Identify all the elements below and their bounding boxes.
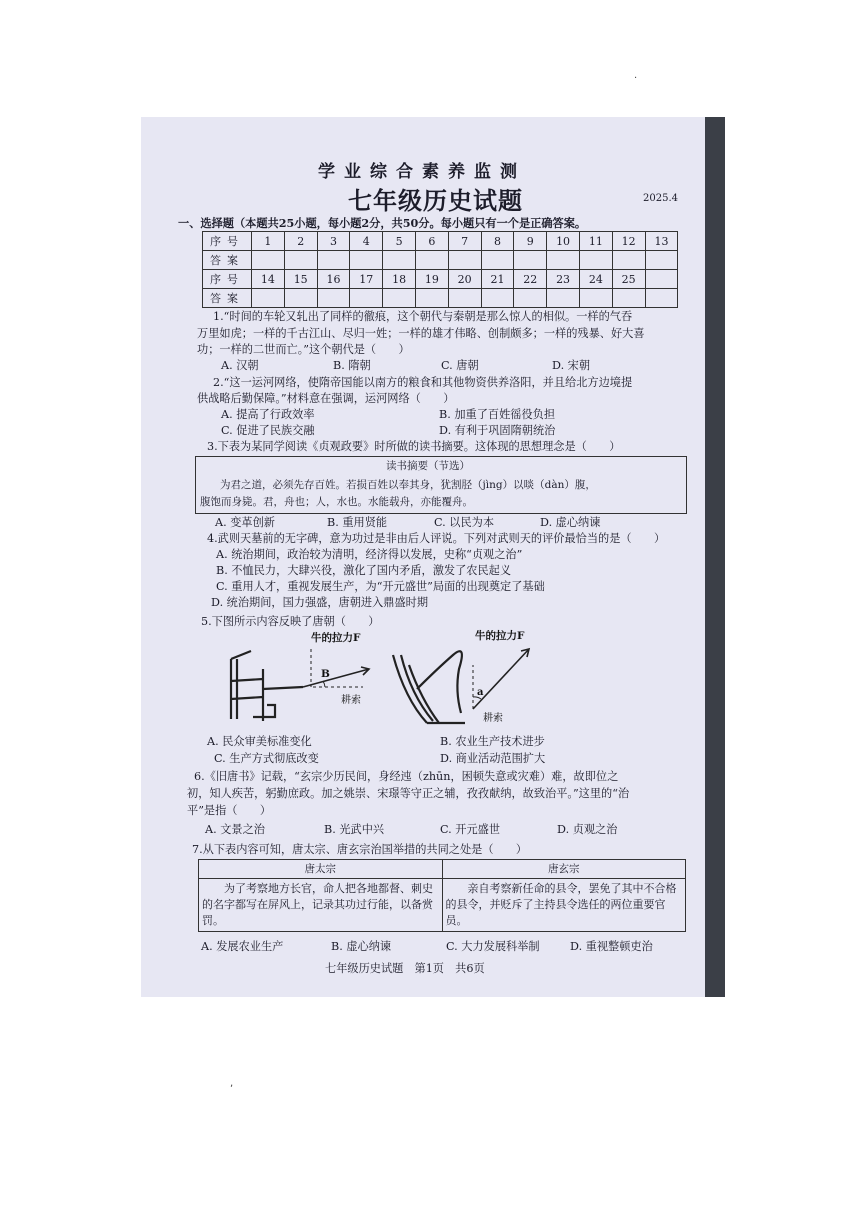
answer-cell[interactable] — [612, 289, 645, 308]
answer-cell[interactable] — [481, 251, 514, 270]
q7-option[interactable]: A. 发展农业生产 — [201, 940, 284, 953]
q7-option[interactable]: D. 重视整顿吏治 — [570, 940, 653, 953]
q4-option[interactable]: A. 统治期间，政治较为清明，经济得以发展，史称“贞观之治” — [216, 548, 523, 561]
q6-option[interactable]: A. 文景之治 — [205, 823, 265, 836]
fig2-rope-label: 耕索 — [483, 713, 503, 724]
q7-option[interactable]: B. 虚心纳谏 — [331, 940, 392, 953]
question-number: 15 — [284, 270, 317, 289]
answer-cell[interactable] — [317, 289, 350, 308]
answer-grid-label: 答案 — [203, 251, 252, 270]
q1-option[interactable]: B. 隋朝 — [333, 359, 371, 372]
reading-notes-line: 腹饱而身毙。君，舟也；人，水也。水能载舟，亦能覆舟。 — [200, 496, 473, 508]
answer-cell[interactable] — [514, 251, 547, 270]
question-number: 8 — [481, 232, 514, 251]
question-number: 7 — [448, 232, 481, 251]
q4-option[interactable]: B. 不恤民力，大肆兴役，激化了国内矛盾，激发了农民起义 — [216, 564, 512, 577]
exam-photo — [141, 117, 725, 997]
reading-notes-box — [195, 456, 687, 514]
q1-option[interactable]: D. 宋朝 — [552, 359, 591, 372]
q3-option[interactable]: B. 重用贤能 — [327, 516, 388, 529]
page-footer: 七年级历史试题 第1页 共6页 — [325, 962, 485, 975]
q2-stem-line: 供战略后勤保障。”材料意在强调，运河网络（ ） — [197, 392, 455, 405]
answer-cell[interactable] — [252, 251, 285, 270]
answer-cell[interactable] — [547, 251, 580, 270]
fig2-force-label: 牛的拉力F — [475, 630, 525, 642]
answer-cell[interactable] — [383, 251, 416, 270]
answer-grid-label: 序号 — [203, 232, 252, 251]
q3-stem: 3.下表为某同学阅读《贞观政要》时所做的读书摘要。这体现的思想理念是（ ） — [207, 440, 621, 453]
table-header-xuanzong: 唐玄宗 — [442, 860, 686, 879]
answer-cell[interactable] — [284, 251, 317, 270]
q4-stem: 4.武则天墓前的无字碑，意为功过是非由后人评说。下列对武则天的评价最恰当的是（ ） — [207, 532, 666, 545]
table-cell-xuanzong: 亲自考察新任命的县令，罢免了其中不合格的县令，并贬斥了主持县令选任的两位重要官员。 — [442, 879, 686, 932]
answer-cell[interactable] — [612, 251, 645, 270]
question-number: 24 — [579, 270, 612, 289]
answer-grid — [202, 231, 678, 308]
answer-cell[interactable] — [350, 289, 383, 308]
question-number: 17 — [350, 270, 383, 289]
question-number: 10 — [547, 232, 580, 251]
q4-option[interactable]: D. 统治期间，国力强盛，唐朝进入鼎盛时期 — [211, 596, 429, 609]
q2-option[interactable]: A. 提高了行政效率 — [221, 408, 315, 421]
q4-option[interactable]: C. 重用人才，重视发展生产，为“开元盛世”局面的出现奠定了基础 — [216, 580, 545, 593]
exam-date: 2025.4 — [643, 193, 678, 204]
q5-option[interactable]: A. 民众审美标准变化 — [207, 735, 312, 748]
q7-stem: 7.从下表内容可知，唐太宗、唐玄宗治国举措的共同之处是（ ） — [192, 843, 528, 856]
q3-option[interactable]: C. 以民为本 — [434, 516, 495, 529]
q3-option[interactable]: A. 变革创新 — [215, 516, 275, 529]
photo-edge-shadow — [705, 117, 725, 997]
question-number: 3 — [317, 232, 350, 251]
question-number: 1 — [252, 232, 285, 251]
answer-cell[interactable] — [415, 251, 448, 270]
answer-cell[interactable] — [645, 289, 678, 308]
question-number: 14 — [252, 270, 285, 289]
question-number: 4 — [350, 232, 383, 251]
plough-figure-straight — [223, 629, 383, 721]
fig1-angle-label: B — [321, 668, 330, 680]
question-number: 21 — [481, 270, 514, 289]
answer-cell[interactable] — [350, 251, 383, 270]
answer-cell[interactable] — [284, 289, 317, 308]
question-number: 25 — [612, 270, 645, 289]
q5-option[interactable]: D. 商业活动范围扩大 — [440, 752, 546, 765]
section-heading: 一、选择题（本题共25小题，每小题2分，共50分。每小题只有一个是正确答案。 — [178, 216, 587, 230]
page-corner-mark: . — [634, 70, 638, 81]
question-number: 20 — [448, 270, 481, 289]
q6-option[interactable]: B. 光武中兴 — [324, 823, 385, 836]
question-number: 16 — [317, 270, 350, 289]
reading-notes-title: 读书摘要（节选） — [386, 460, 470, 472]
q5-option[interactable]: B. 农业生产技术进步 — [440, 735, 545, 748]
q6-stem-line: 6.《旧唐书》记载，“玄宗少历民间，身经迍（zhūn，困顿失意或灾难）难，故即位之 — [194, 770, 619, 783]
q1-stem-line: 万里如虎；一样的千古江山、尽归一姓；一样的雄才伟略、创制颇多；一样的残暴、好大喜 — [197, 327, 645, 340]
question-number: 18 — [383, 270, 416, 289]
fig2-angle-label: a — [477, 687, 484, 698]
q6-option[interactable]: C. 开元盛世 — [440, 823, 501, 836]
page-bottom-mark: , — [230, 1078, 234, 1089]
q2-option[interactable]: C. 促进了民族交融 — [221, 424, 315, 437]
question-number: 6 — [415, 232, 448, 251]
q5-stem: 5.下图所示内容反映了唐朝（ ） — [201, 615, 380, 628]
question-number: 23 — [547, 270, 580, 289]
q1-option[interactable]: C. 唐朝 — [441, 359, 479, 372]
q7-option[interactable]: C. 大力发展科举制 — [446, 940, 540, 953]
q2-option[interactable]: B. 加重了百姓徭役负担 — [439, 408, 556, 421]
table-header-taizong: 唐太宗 — [199, 860, 443, 879]
answer-cell[interactable] — [317, 251, 350, 270]
fig1-force-label: 牛的拉力F — [311, 632, 361, 644]
q6-option[interactable]: D. 贞观之治 — [557, 823, 618, 836]
q3-option[interactable]: D. 虚心纳谏 — [540, 516, 601, 529]
answer-cell[interactable] — [448, 251, 481, 270]
answer-grid-label: 序号 — [203, 270, 252, 289]
answer-cell[interactable] — [448, 289, 481, 308]
emperor-comparison-table — [198, 859, 686, 932]
answer-cell[interactable] — [383, 289, 416, 308]
answer-cell[interactable] — [514, 289, 547, 308]
q6-stem-line: 初，知人疾苦，躬勤庶政。加之姚崇、宋璟等守正之辅，孜孜献纳，故致治平。”这里的“治 — [187, 787, 630, 800]
answer-cell[interactable] — [579, 251, 612, 270]
answer-cell[interactable] — [415, 289, 448, 308]
exam-title: 七年级历史试题 — [348, 186, 523, 215]
question-number: 13 — [645, 232, 678, 251]
question-number: 19 — [415, 270, 448, 289]
question-number: 2 — [284, 232, 317, 251]
answer-grid-label: 答案 — [203, 289, 252, 308]
answer-cell[interactable] — [579, 289, 612, 308]
exam-header: 学业综合素养监测 — [318, 162, 526, 182]
question-number: 9 — [514, 232, 547, 251]
question-number — [645, 270, 678, 289]
q1-stem-line: 1.“时间的车轮又轧出了同样的徹痕，这个朝代与秦朝是那么惊人的相似。一样的气吞 — [213, 310, 633, 323]
q5-option[interactable]: C. 生产方式彻底改变 — [214, 752, 319, 765]
answer-cell[interactable] — [252, 289, 285, 308]
q2-option[interactable]: D. 有利于巩固隋朝统治 — [439, 424, 556, 437]
q1-stem-line: 功；一样的二世而亡。”这个朝代是（ ） — [197, 343, 410, 356]
answer-cell[interactable] — [645, 251, 678, 270]
question-number: 22 — [514, 270, 547, 289]
q6-stem-line: 平”是指（ ） — [187, 804, 272, 817]
q1-option[interactable]: A. 汉朝 — [221, 359, 259, 372]
question-number: 12 — [612, 232, 645, 251]
table-cell-taizong: 为了考察地方长官，命人把各地都督、刺史的名字都写在屏风上，记录其功过行能，以备赏罚。 — [199, 879, 443, 932]
question-number: 11 — [579, 232, 612, 251]
fig1-rope-label: 耕索 — [341, 695, 361, 706]
answer-cell[interactable] — [481, 289, 514, 308]
reading-notes-line: 为君之道，必须先存百姓。若损百姓以奉其身，犹割胫（jìng）以啖（dàn）腹， — [220, 479, 596, 491]
plough-figure-curved — [387, 629, 557, 727]
answer-cell[interactable] — [547, 289, 580, 308]
q2-stem-line: 2.“这一运河网络，使隋帝国能以南方的粮食和其他物资供养洛阳，并且给北方边境提 — [213, 376, 633, 389]
question-number: 5 — [383, 232, 416, 251]
